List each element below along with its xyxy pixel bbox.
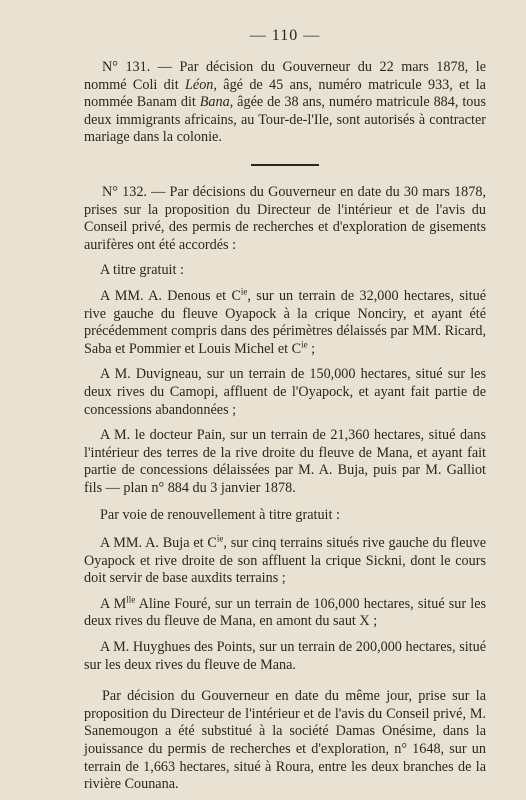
substitution-paragraph: Par décision du Gouverneur en date du même jour, prise sur la proposition du Directeur de l'intérieur et de l'avis du Conseil privé, M. Sanemougon a été substitué à la société Damas Onésime, dans la jouissance du permis de recherches et d'exploration, n° 1648, sur un terrain de 1,663 hectares, situé à Roura, entre les deux branches de la rivière Counana.	[84, 688, 486, 793]
decision-132-intro: N° 132. — Par décisions du Gouverneur en date du 30 mars 1878, prises sur la proposition du Directeur de l'intérieur et de l'avis du Conseil privé, des permis de recherches et d'exploration de gisements aurifères ont été accordés :	[84, 183, 486, 253]
section-divider	[251, 164, 319, 166]
renouvellement-item-huyghues: A M. Huyghues des Points, sur un terrain de 200,000 hectares, situé sur les deux rives du fleuve de Mana.	[84, 639, 486, 673]
decision-131-paragraph: N° 131. — Par décision du Gouverneur du 22 mars 1878, le nommé Coli dit Léon, âgé de 45 ans, numéro matricule 933, et la nommée Banam dit Bana, âgée de 38 ans, numéro matricule 884, tous deux immigrants africains, au Tour-de-l'Ile, sont autorisés à contracter mariage dans la colonie.	[84, 59, 486, 146]
renouvellement-item-foure: A $M^{lle}$ Aline Fouré, sur un terrain de 106,000 hectares, situé sur les deux rives du fleuve de Mana, en amont du saut X ;	[84, 594, 487, 630]
renouvellement-heading: Par voie de renouvellement à titre gratuit :	[100, 507, 340, 524]
gratuit-item-duvigneau: A M. Duvigneau, sur un terrain de 150,000 hectares, situé sur les deux rives du Camopi, affluent de l'Oyapock, et ayant fait partie de concessions abandonnées ;	[84, 366, 486, 418]
gratuit-item-pain: A M. le docteur Pain, sur un terrain de 21,360 hectares, situé dans l'intérieur des terres de la rive droite du fleuve de Mana, et ayant fait partie de concessions délaissées par M. A. Buja, puis par M. Galliot fils — plan n° 884 du 3 janvier 1878.	[84, 427, 486, 496]
gratuit-item-denous: A MM. A. Denous et $C^{ie}$, sur un terrain de 32,000 hectares, situé rive gauche du fleuve Oyapock à la crique Nonciry, et ayant été précédemment compris dans des périmètres délaissés par MM. Ricard, Saba et Pommier et Louis Michel et $C^{ie}$ ;	[84, 286, 486, 357]
renouvellement-item-buja: A MM. A. Buja et $C^{ie}$, sur cinq terrains situés rive gauche du fleuve Oyapock et rive droite de son affluent la crique Sickni, dont le cours doit servir de base auxdits terrains ;	[84, 533, 486, 587]
gratuit-heading: A titre gratuit :	[100, 262, 184, 279]
page-number: — 110 —	[249, 27, 321, 44]
